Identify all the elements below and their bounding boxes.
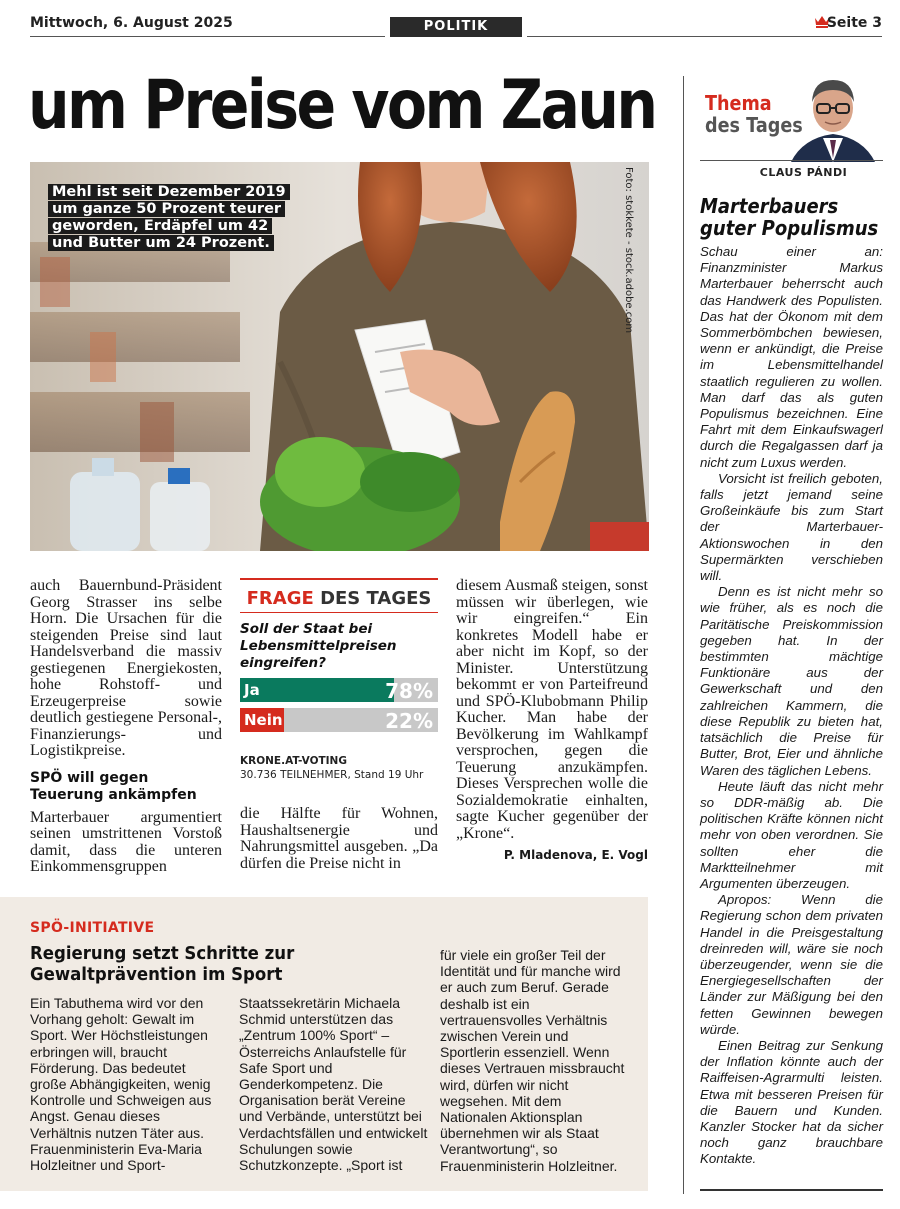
article-photo — [30, 162, 649, 551]
article-signature: P. Mladenova, E. Vogl — [503, 848, 648, 862]
poll-bar-fill-yes — [240, 678, 394, 702]
section-label: POLITIK — [390, 17, 522, 37]
initiative-kicker: SPÖ-INITIATIVE — [30, 920, 155, 936]
article-paragraph: auch Bauernbund-Präsident Georg Strasser ins selbe Horn. Die Ursachen für die steigenden Preise sind laut Handelsverband die massiv gestiegenen Energiekosten, hohe Rohstoff- und Erzeugerpreise sowie deutlich gestiegene Personal-, Finanzierungs- und Logistikpreise. — [30, 577, 222, 759]
photo-caption-text: Mehl ist seit Dezember 2019 um ganze 50 Prozent teurer geworden, Erdäpfel um 42 und Butter um 24 Prozent. — [48, 184, 290, 251]
commentary-title-text: Marterbauers guter Populismus — [700, 194, 879, 240]
page-header — [30, 0, 882, 38]
initiative-column-3: für viele ein großer Teil der Identität und für manche wird er auch zum Beruf. Gerade deshalb ist ein vertrauensvolles Verhältnis zwischen Verein und Sportlerin essenziell. Wenn dieses Vertrauen missbraucht wird, dürfen wir nicht wegsehen. Mit dem Nationalen Aktionsplan übernehmen wir als Staat Verantwortung“, so Frauenministerin Holzleitner. — [440, 947, 625, 1174]
poll-title-b: DES TAGES — [320, 588, 432, 609]
initiative-headline: Regierung setzt Schritte zur Gewaltprävention im Sport — [30, 943, 295, 985]
poll-source — [240, 754, 438, 782]
article-column-1 — [30, 578, 222, 876]
article-paragraph: diesem Ausmaß steigen, sonst müssen wir überlegen, wie wir eingreifen.“ Ein konkretes Modell habe er aber nicht im Kopf, so der Minister. Unterstützung bekommt er von Parteifreund und SPÖ-Klubobmann Philip Kucher. Man habe der Bevölkerung im Wahlkampf versprochen, gegen die Teuerung anzukämpfen. Dieses Versprechen wolle die Sozialdemokratie einhalten, sagte Kucher gegenüber der „Krone“. — [456, 577, 648, 842]
commentary-paragraph: Apropos: Wenn die Regierung schon dem privaten Handel in die Preisgestaltung dreinreden will, wäre sie noch überzeugender, wenn sie die Energiegesellschaften der Länder zur Mäßigung bei den fetten Gewinnen bewegen würde. — [700, 892, 883, 1037]
author-name: CLAUS PÁNDI — [759, 166, 848, 179]
column-divider — [683, 76, 684, 1194]
article-column-3 — [456, 578, 648, 864]
commentary-paragraph: Vorsicht ist freilich geboten, falls jetzt jemand seine Großeinkäufe bis zum Start der Marterbauer-Aktionswochen in den Supermärkten verschieben will. — [700, 470, 883, 584]
commentary-paragraph: Schau einer an: Finanzminister Markus Marterbauer beherrscht auch das Handwerk des Populisten. Das hat der Ökonom mit dem Sommerbömbchen bewiesen, wenn er ankündigt, die Preise im Lebensmittelhandel staatlich regulieren zu wollen. Man darf das als guten Populismus bezeichnen. Eine Fahrt mit dem Einkaufswagerl durch die Regalgassen darf ja nicht zum Luxus werden. — [700, 244, 883, 470]
commentary-bottom-rule — [700, 1189, 883, 1191]
commentary-title — [700, 194, 879, 240]
photo-caption — [48, 184, 292, 252]
article-paragraph: Marterbauer argumentiert seinen umstrittenen Vorstoß damit, dass die unteren Einkommensgruppen — [30, 808, 222, 875]
initiative-column-1: Ein Tabuthema wird vor den Vorhang geholt: Gewalt im Sport. Wer Höchstleistungen erbringen will, braucht Förderung. Das bedeutet große Abhängigkeiten, wenig Kontrolle und Schweigen aus Angst. Genau dieses Verhältnis nutzen Täter aus. Frauenministerin Eva-Maria Holzleitner und Sport- — [30, 995, 212, 1174]
article-column-2 — [240, 806, 438, 872]
author-portrait — [783, 68, 883, 162]
poll-rule-top — [240, 578, 438, 580]
photo-credit-text: Foto: stokkete - stock.adobe.com — [623, 167, 634, 334]
thema-label-a: Thema — [705, 91, 772, 115]
author-rule — [700, 160, 883, 161]
poll-option-label: Nein — [244, 711, 283, 729]
initiative-column-2: Staatssekretärin Michaela Schmid unterstützen das „Zentrum 100% Sport“ – Österreichs Anlaufstelle für Safe Sport und Genderkompetenz. Die Organisation berät Vereine und Verbände, unterstützt bei Verdachtsfällen und entwickelt Schulungen sowie Schutzkonzepte. „Sport ist — [239, 995, 428, 1174]
issue-date: Mittwoch, 6. August 2025 — [30, 15, 233, 31]
header-rule-right — [527, 36, 882, 37]
commentary-paragraph: Einen Beitrag zur Senkung der Inflation könnte auch der Raiffeisen-Agrarmulti leisten. Etwa mit besseren Preisen für die Bauern und Kunden. Kanzler Stocker hat da sicher noch ganz brauchbare Kontakte. — [700, 1037, 883, 1167]
page-number: Seite 3 — [826, 15, 882, 31]
commentary-paragraph: Denn es ist nicht mehr so wie früher, als es noch die Paritätische Preiskommission gegeben hat. In der bestimmten mächtige Funktionäre aus der Gewerkschaft und den zahlreichen Kammern, die diese Republik zu bieten hat, tatsächlich die Preise für Butter, Brot, Eier und ähnliche Waren des täglichen Lebens. — [700, 584, 883, 778]
commentary-paragraph: Heute läuft das nicht mehr so DDR-mäßig ab. Die politischen Kräfte können nicht mehr von oben verordnen. Sie sollten eher die Marktteilnehmer mit Argumenten überzeugen. — [700, 778, 883, 891]
poll-source-name: KRONE.AT-VOTING — [240, 755, 347, 767]
article-paragraph: die Hälfte für Wohnen, Haushaltsenergie und Nahrungsmittel ausgeben. „Da dürfen die Preise nicht in — [240, 805, 438, 872]
poll-title-a: FRAGE — [246, 588, 314, 609]
commentary-body — [700, 244, 883, 1168]
poll-question: Soll der Staat bei Lebensmittelpreisen eingreifen? — [240, 621, 397, 671]
header-rule-left — [30, 36, 385, 37]
poll-option-percent: 22% — [385, 709, 433, 733]
poll-title — [240, 588, 438, 609]
article-subhead: SPÖ will gegen Teuerung ankämpfen — [30, 769, 197, 803]
poll-box — [240, 578, 438, 806]
poll-option-label: Ja — [244, 681, 260, 699]
thema-label-b: des Tages — [705, 113, 803, 137]
poll-result-no — [240, 708, 438, 732]
poll-option-percent: 78% — [385, 679, 433, 703]
poll-rule-bottom — [240, 612, 438, 613]
photo-credit — [620, 167, 642, 467]
poll-as-of: Stand 19 Uhr — [354, 769, 424, 781]
poll-participants: 30.736 TEILNEHMER, — [240, 769, 351, 781]
poll-result-yes — [240, 678, 438, 702]
initiative-box — [0, 897, 648, 1191]
article-headline: um Preise vom Zaun — [28, 66, 656, 145]
